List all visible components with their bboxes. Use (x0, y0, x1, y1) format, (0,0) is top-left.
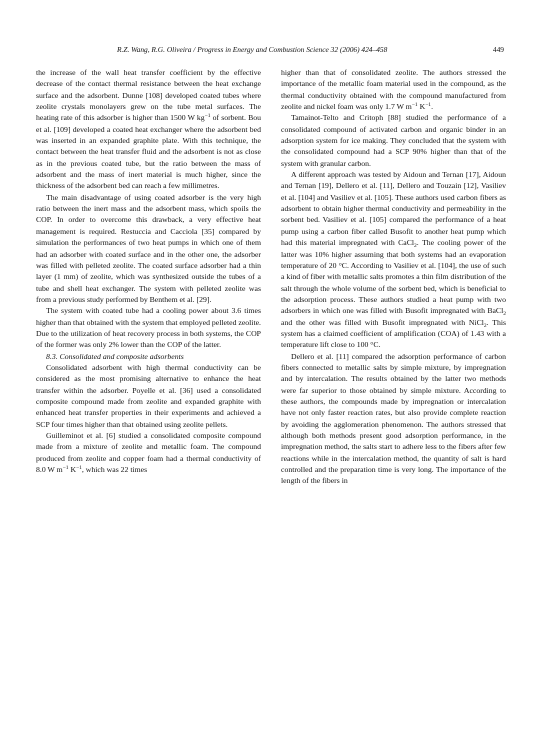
section-heading: 8.3. Consolidated and composite adsorbents (46, 351, 184, 361)
paragraph: Guilleminot et al. [6] studied a consolidated composite compound made from a mixture of zeolite and metallic foam. The compound produced from zeolite and copper foam had a thermal conductivity of 8.0 W $m^{-1}$ $K^{-1}$, which was 22 times (36, 431, 261, 475)
paragraph: Dellero et al. [11] compared the adsorption performance of carbon fibers connected to metallic salts by simple mixture, by impregnation and by intercalation. The results obtained by the latter two methods were far superior to those obtained by simple mixture. According to these authors, the compounds made by impregnation or intercalation have not only faster reaction rates, but also provide complete reaction by avoiding the agglomeration phenomenon. The authors stressed that although both methods present good adsorption performance, in the impregnation method, the salts start to adhere less to the fibers after few reactions while in the intercalation method, the quantity of salt is hard controlled and the preparation time is very long. The importance of the length of the fibers in (281, 351, 506, 486)
paragraph: the increase of the wall heat transfer coefficient by the effective decrease of the contact thermal resistance between the heat exchange surface and the adsorbent. Dunne [108] developed coated tubes where zeolite crystals monolayers grew on the tube metal surfaces. The heating rate of this adsorber is higher than 1500 W $kg^{-1}$ of sorbent. Bou et al. [109] developed a coated heat exchanger where the adsorbent bed was inserted in an expanded graphite plate. With this technique, the contact between the heat transfer fluid and the adsorbent is not as close as in the previous coated tube, but the ratio between the mass of adsorbent and the mass of inert material is much higher, since the thickness of the adsorbent bed can reach a few millimetres. (36, 68, 261, 191)
paragraph: The main disadvantage of using coated adsorber is the very high ratio between the inert mass and the adsorbent mass, which spoils the COP. In order to overcome this drawback, a very effective heat management is required. Restuccia and Cacciola [35] compared by simulation the performances of two heat pumps in which one of them had an adsorber with coated surface and in the other one, the adsorber was filled with pelleted zeolite. The coated surface adsorber had a thin layer (1 mm) of zeolite, which was synthesized outside the tubes of a tube and shell heat exchanger. The system with pelleted zeolite was from a previous study performed by Benthem et al. [29]. (36, 192, 261, 304)
running-header (36, 44, 504, 56)
paragraph: Tamainot-Telto and Critoph [88] studied the performance of a consolidated compound of activated carbon and organic binder in an adsorption system for ice making. They concluded that the system with the consolidated compound had a SCP 90% higher than that of the system with granular carbon. (281, 113, 506, 168)
running-head-citation: R.Z. Wang, R.G. Oliveira / Progress in Energy and Combustion Science 32 (2006) 424–458 (117, 45, 388, 54)
paragraph: higher than that of consolidated zeolite. The authors stressed the importance of the metallic foam material used in the compound, as the thermal conductivity obtained with the compound manufactured from zeolite and nickel foam was only 1.7 W $m^{-1}$ $K^{-1}$. (281, 68, 506, 112)
left-column (36, 67, 261, 475)
page-number: 449 (492, 45, 504, 54)
right-column (281, 67, 506, 487)
paragraph: The system with coated tube had a cooling power about 3.6 times higher than that obtained with the system that employed pelleted zeolite. Due to the utilization of heat recovery process in both systems, the COP of the former was only 2% lower than the COP of the latter. (36, 306, 261, 350)
paragraph: A different approach was tested by Aidoun and Ternan [17], Aidoun and Ternan [19], Dellero et al. [11], Dellero and Touzain [12], Vasiliev et al. [104] and Vasiliev et al. [105]. These authors used carbon fibers as adsorbent to obtain higher thermal conductivity and permeability in the sorbent bed. Vasiliev et al. [105] compared the performance of a heat pump using a carbon fiber called Busofit to another heat pump which had this material impregnated with CaCl$_2$. The cooling power of the latter was 10% higher assuming that both systems had an evaporation temperature of 20 °C. According to Vasiliev et al. [104], the use of such a kind of fiber with metallic salts promotes a thin film distribution of the salt through the whole volume of the sorbent bed, which is beneficial to the adsorption process. These authors studied a heat pump with two adsorbers in which one was filled with Busofit impregnated with BaCl$_2$ and the other was filled with Busofit impregnated with NiCl$_2$. This system has a claimed coefficient of amplification (COA) of 1.43 with a temperature lift close to 100 °C. (281, 170, 506, 350)
paragraph: Consolidated adsorbent with high thermal conductivity can be considered as the most promising alternative to enhance the heat transfer within the adsorber. Poyelle et al. [36] used a consolidated composite compound made from zeolite and expanded graphite with enhanced heat transfer properties in their experiments and achieved a SCP four times higher than that obtained using zeolite pellets. (36, 362, 261, 429)
